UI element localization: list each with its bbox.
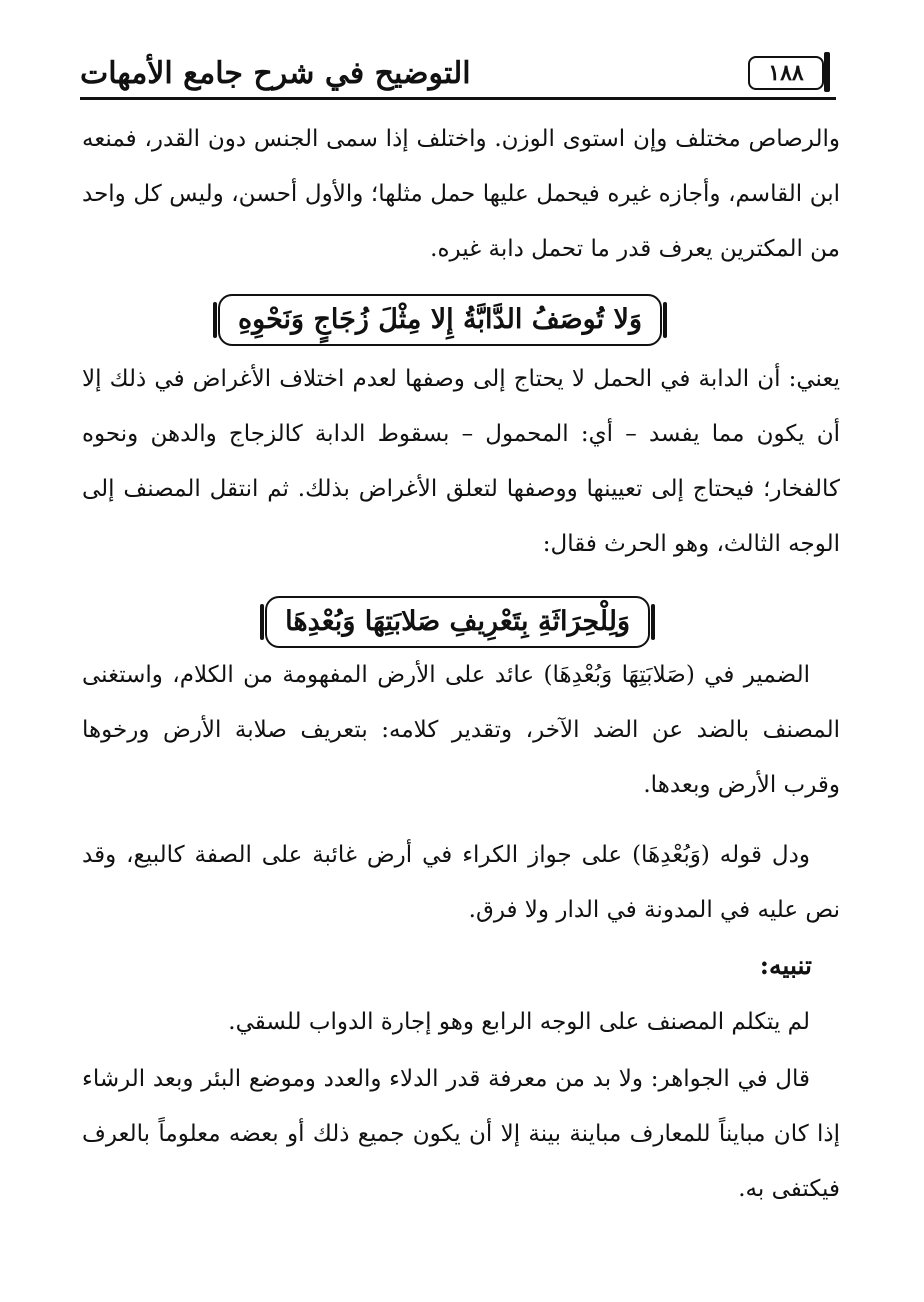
paragraph-2: يعني: أن الدابة في الحمل لا يحتاج إلى وصفها لعدم اختلاف الأغراض في ذلك إلا أن يكون مما يفسد – أي: المحمول – بسقوط الدابة كالزجاج والدهن ونحوه كالفخار؛ فيحتاج إلى تعيينها ووصفها لتعلق الأغراض بذلك. ثم انتقل المصنف إلى الوجه الثالث، وهو الحرث فقال:	[82, 366, 840, 557]
running-title: التوضيح في شرح جامع الأمهات	[80, 56, 471, 91]
page-number: ١٨٨	[748, 56, 824, 90]
paragraph-3: الضمير في (صَلابَتِهَا وَبُعْدِهَا) عائد على الأرض المفهومة من الكلام، واستغنى المصنف بالضد عن الضد الآخر، وتقدير كلامه: بتعريف صلابة الأرض ورخوها وقرب الأرض وبعدها.	[82, 662, 840, 798]
matn-box-2: وَلِلْحِرَاثَةِ بِتَعْرِيفِ صَلابَتِهَا وَبُعْدِهَا	[265, 596, 650, 648]
matn-box-1: وَلا تُوصَفُ الدَّابَّةُ إِلا مِثْلَ زُجَاجٍ وَنَحْوِهِ	[218, 294, 662, 346]
paragraph-1: والرصاص مختلف وإن استوى الوزن. واختلف إذا سمى الجنس دون القدر، فمنعه ابن القاسم، وأجازه غيره فيحمل عليها حمل مثلها؛ والأول أحسن، وليس كل واحد من المكترين يعرف قدر ما تحمل دابة غيره.	[82, 126, 840, 262]
notice-heading: تنبيه:	[759, 951, 812, 980]
header-rule	[80, 97, 836, 100]
paragraph-4: ودل قوله (وَبُعْدِهَا) على جواز الكراء في أرض غائبة على الصفة كالبيع، وقد نص عليه في المدونة في الدار ولا فرق.	[82, 842, 840, 923]
paragraph-6: قال في الجواهر: ولا بد من معرفة قدر الدلاء والعدد وموضع البئر وبعد الرشاء إذا كان مبايناً للمعارف مباينة بينة إلا أن يكون جميع ذلك أو بعضه معلوماً بالعرف فيكتفى به.	[82, 1066, 840, 1202]
paragraph-5: لم يتكلم المصنف على الوجه الرابع وهو إجارة الدواب للسقي.	[228, 1009, 810, 1035]
